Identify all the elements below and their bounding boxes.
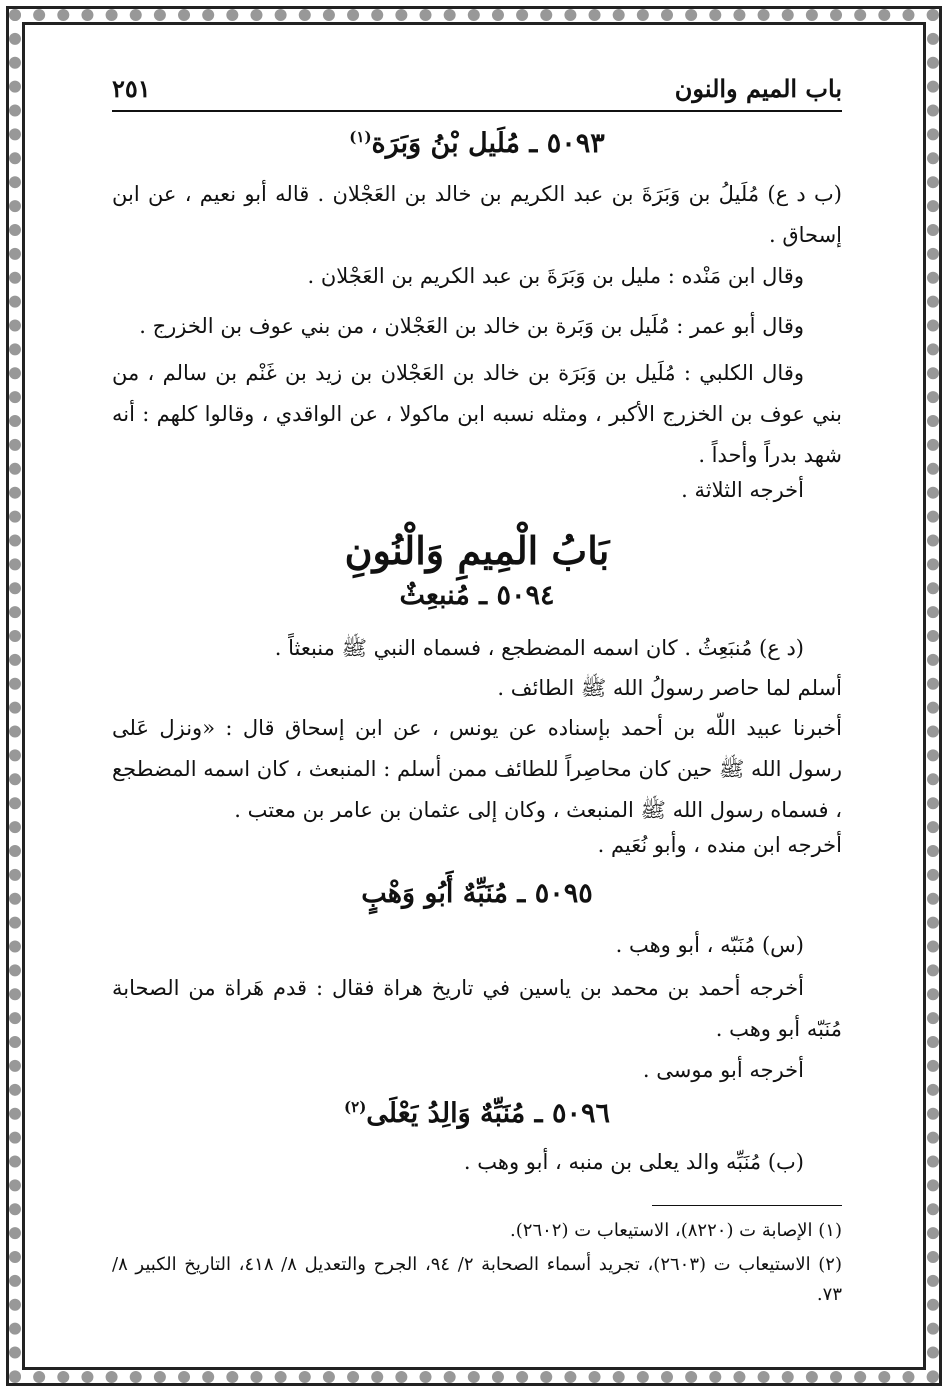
entry-5093-paragraph-4: وقال الكلبي : مُلَيل بن وَبَرَة بن خالد بن العَجْلان بن زيد بن غَنْم بن سالم ، من بني عوف بن الخزرج الأكبر ، ومثله نسبه ابن ماكولا ، عن الواقدي ، وقالوا كلهم : أنه شهد بدراً وأحداً . — [112, 361, 842, 467]
entry-5094-paragraph-4: أخرجه ابن منده ، وأبو نُعَيم . — [597, 833, 842, 857]
entry-5094-paragraph-2: أسلم لما حاصر رسولُ الله ﷺ الطائف . — [497, 676, 842, 700]
page-header — [112, 70, 842, 112]
footnote-1: (١) الإصابة ت (٨٢٢٠)، الاستيعاب ت (٢٦٠٢). — [510, 1220, 842, 1241]
entry-5093-heading — [112, 128, 842, 159]
entry-5095-heading: ٥٠٩٥ ـ مُنَبِّهٌ أَبُو وَهْبٍ — [361, 878, 593, 909]
entry-5093-paragraph-2: وقال ابن مَنْده : مليل بن وَبَرَةَ بن عبد الكريم بن العَجْلان . — [307, 264, 804, 288]
running-title: باب الميم والنون — [674, 74, 842, 103]
entry-5094-heading: ٥٠٩٤ ـ مُنبعِثٌ — [399, 580, 555, 611]
footnote-ref: (٢) — [344, 1098, 367, 1116]
footnote-2: (٢) الاستيعاب ت (٢٦٠٣)، تجريد أسماء الصحابة ٢/ ٩٤، الجرح والتعديل ٨/ ٤١٨، التاريخ الكبير ٨/ ٧٣. — [112, 1254, 842, 1305]
page-number: ٢٥١ — [112, 74, 151, 103]
entry-5095-paragraph-3: أخرجه أبو موسى . — [642, 1058, 804, 1082]
footnote-divider — [652, 1205, 842, 1206]
page-content — [112, 70, 842, 1320]
entry-5093-paragraph-3: وقال أبو عمر : مُلَيل بن وَبَرة بن خالد بن العَجْلان ، من بني عوف بن الخزرج . — [139, 314, 804, 338]
entry-5095-paragraph-1: (س) مُنَبّه ، أبو وهب . — [615, 933, 804, 957]
entry-5094-paragraph-3: أخبرنا عبيد اللّه بن أحمد بإسناده عن يونس ، عن ابن إسحاق قال : «ونزل عَلى رسول الله ﷺ حين كان محاصِراً للطائف ممن أسلم : المنبعث ، كان اسمه المضطجع ، فسماه رسول الله ﷺ المنبعث ، وكان إلى عثمان بن عامر بن معتب . — [112, 716, 842, 822]
entry-5093-paragraph-5: أخرجه الثلاثة . — [681, 478, 804, 502]
entry-heading-text: ٥٠٩٣ ـ مُلَيل بْنُ وَبَرَة — [371, 128, 605, 159]
footnote-ref: (١) — [349, 128, 372, 146]
entry-5096-paragraph-1: (ب) مُنَبِّه والد يعلى بن منبه ، أبو وهب . — [463, 1150, 804, 1174]
entry-heading-text: ٥٠٩٦ ـ مُنَبِّهٌ وَالِدُ يَعْلَى — [366, 1098, 610, 1129]
chapter-title: بَابُ الْمِيمِ وَالْنُونِ — [344, 528, 610, 573]
entry-5093-paragraph-1: (ب د ع) مُلَيلُ بن وَبَرَةَ بن عبد الكريم بن خالد بن العَجْلان . قاله أبو نعيم ، عن ابن إسحاق . — [112, 182, 842, 247]
entry-5096-heading — [112, 1098, 842, 1129]
entry-5094-paragraph-1: (د ع) مُنبَعِثُ . كان اسمه المضطجع ، فسماه النبي ﷺ منبعثاً . — [274, 636, 804, 660]
entry-5095-paragraph-2: أخرجه أحمد بن محمد بن ياسين في تاريخ هراة فقال : قدم هَراة من الصحابة مُنَبّه أبو وهب . — [112, 976, 842, 1041]
